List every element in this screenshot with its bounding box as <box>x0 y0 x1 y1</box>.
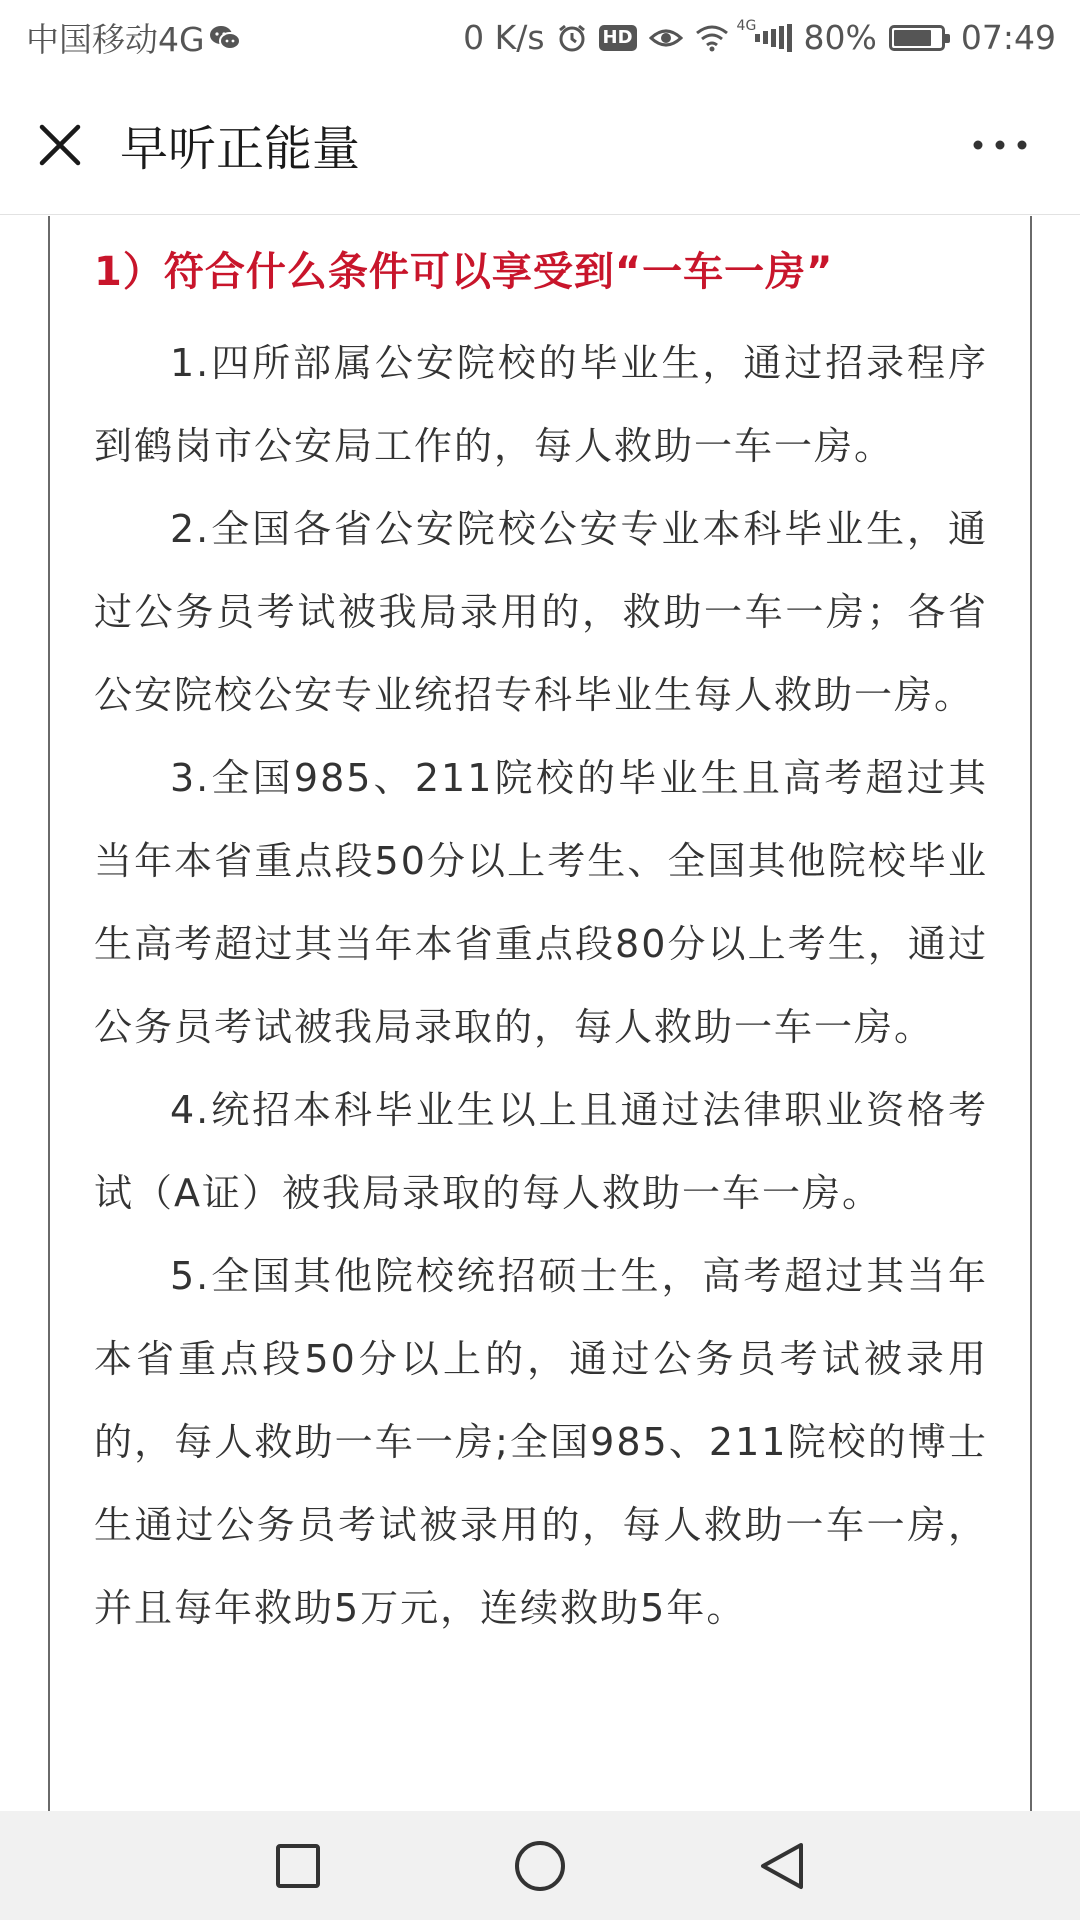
close-icon <box>38 123 82 167</box>
title-bar <box>0 75 1080 215</box>
eye-icon <box>649 26 683 50</box>
status-bar-right <box>451 18 1056 57</box>
carrier-label: 中国移动4G <box>26 20 205 59</box>
article-paragraph-2: 2.全国各省公安院校公安专业本科毕业生，通过公务员考试被我局录用的，救助一车一房；各省公安院校公安专业统招专科毕业生每人救助一房。 <box>94 507 988 717</box>
close-button[interactable] <box>0 75 120 215</box>
status-bar-left <box>26 14 241 61</box>
clock: 07:49 <box>960 18 1056 57</box>
network-type: 4G <box>736 17 757 34</box>
battery-level-fill <box>894 30 931 46</box>
article-paragraph-4: 4.统招本科毕业生以上且通过法律职业资格考试（A证）被我局录取的每人救助一车一房。 <box>94 1088 988 1215</box>
back-button[interactable] <box>737 1821 827 1911</box>
status-bar <box>0 0 1080 75</box>
article-content[interactable] <box>48 216 1032 1811</box>
battery-percent: 80% <box>803 18 877 57</box>
battery-icon <box>889 25 945 51</box>
page-title: 早听正能量 <box>120 121 361 177</box>
more-button[interactable] <box>960 75 1040 215</box>
wifi-icon <box>695 24 729 52</box>
signal-icon <box>736 17 792 52</box>
navigation-bar <box>0 1811 1080 1920</box>
recents-button[interactable] <box>253 1821 343 1911</box>
alarm-icon <box>557 23 587 53</box>
article-paragraph-5: 5.全国其他院校统招硕士生，高考超过其当年本省重点段50分以上的，通过公务员考试被录用的，每人救助一车一房;全国985、211院校的博士生通过公务员考试被录用的，每人救助一车一房，并且每年救助5万元，连续救助5年。 <box>94 1254 988 1630</box>
article-heading: 1）符合什么条件可以享受到“一车一房” <box>94 249 834 295</box>
more-icon <box>972 139 1028 151</box>
article-paragraph-1: 1.四所部属公安院校的毕业生，通过招录程序到鹤岗市公安局工作的，每人救助一车一房。 <box>94 341 988 468</box>
home-button[interactable] <box>495 1821 585 1911</box>
net-speed: 0 K/s <box>463 18 545 57</box>
back-triangle-icon <box>759 1841 805 1891</box>
home-circle-icon <box>514 1840 566 1892</box>
wechat-icon <box>209 24 241 52</box>
recents-square-icon <box>275 1843 321 1889</box>
hd-badge: HD <box>599 25 637 51</box>
article-paragraph-3: 3.全国985、211院校的毕业生且高考超过其当年本省重点段50分以上考生、全国其他院校毕业生高考超过其当年本省重点段80分以上考生，通过公务员考试被我局录取的，每人救助一车一房。 <box>94 756 988 1049</box>
